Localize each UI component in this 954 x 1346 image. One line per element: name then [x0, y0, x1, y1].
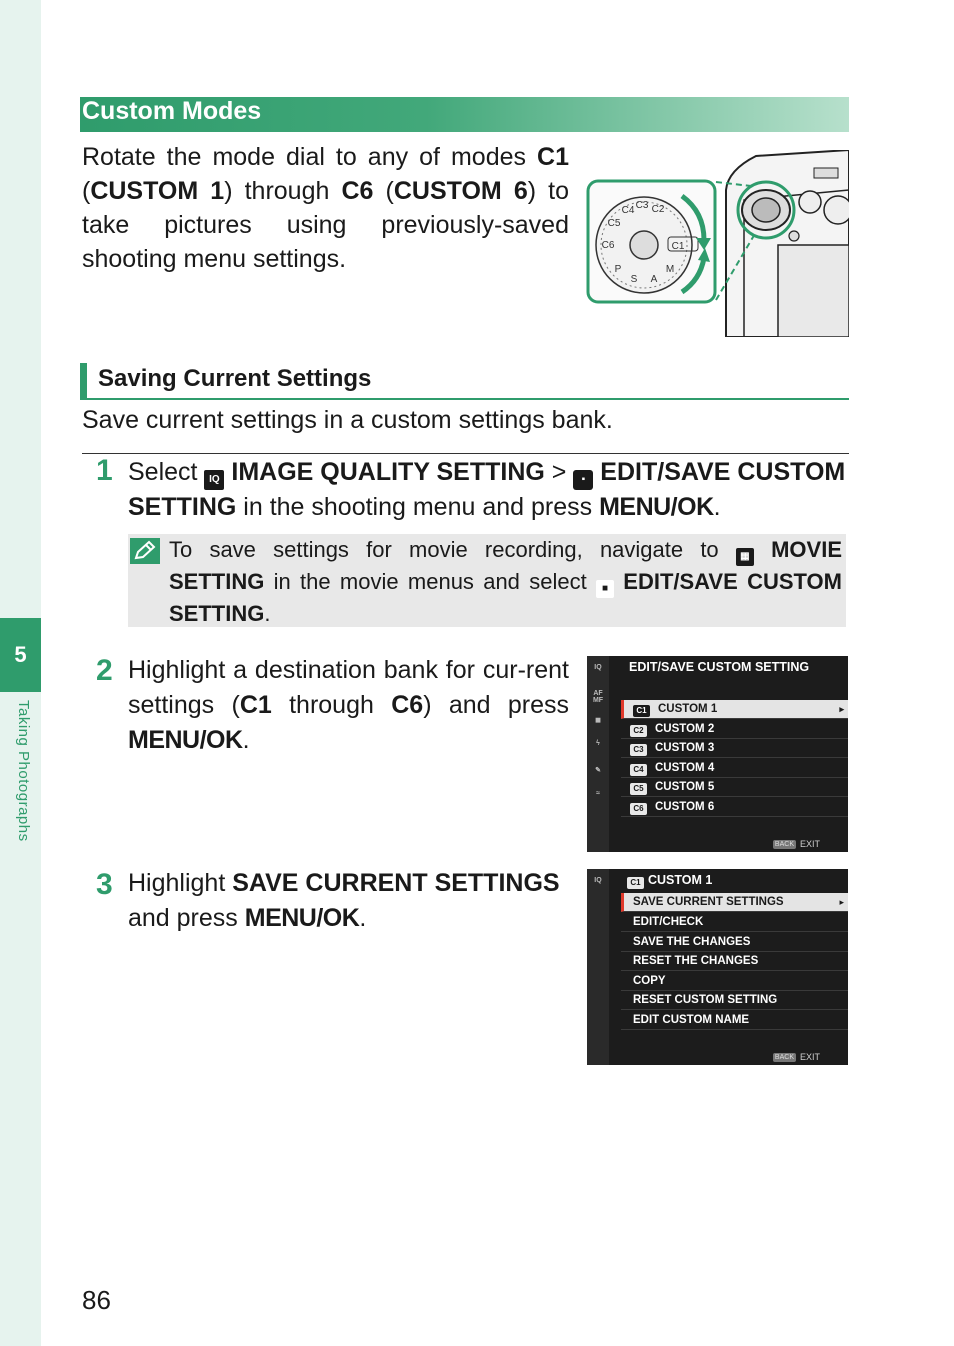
image-quality-icon: IQ: [204, 470, 224, 490]
note-text: To save settings for movie recording, navigate to ▦ MOVIE SETTING in the movie menus and select ■ EDIT/SAVE CUSTOM SETTING.: [169, 537, 843, 626]
screen-title: EDIT/SAVE CUSTOM SETTING: [629, 660, 810, 674]
menu-row-copy[interactable]: COPY: [621, 972, 848, 991]
section-header: [80, 97, 849, 132]
wrench-tab-icon[interactable]: ✎: [595, 767, 601, 774]
camera-screen-edit-save: [587, 656, 848, 852]
menu-row-edit-check[interactable]: EDIT/CHECK: [621, 913, 848, 932]
subsection-title: Saving Current Settings: [98, 365, 372, 392]
step-1-text: Select IQ IMAGE QUALITY SETTING > ▪ EDIT/SAVE CUSTOM SETTING in the shooting menu and press MENU/OK.: [128, 458, 846, 521]
iq-tab-icon[interactable]: IQ: [594, 664, 602, 671]
step-number: 2: [96, 654, 113, 687]
chapter-tab: 5: [0, 618, 41, 692]
dial-label: C1: [671, 241, 685, 252]
menu-row-custom-6[interactable]: C6 CUSTOM 6: [621, 798, 848, 817]
menu-row-save-the-changes[interactable]: SAVE THE CHANGES: [621, 933, 848, 952]
intro-paragraph: Rotate the mode dial to any of modes C1 (CUSTOM 1) through C6 (CUSTOM 6) to take pictures using previously-saved shooting menu settings.: [82, 143, 569, 273]
dial-label: C3: [635, 200, 649, 211]
note-box: [128, 534, 846, 627]
dial-label: A: [650, 274, 658, 285]
note-pencil-icon: [130, 538, 160, 564]
wireless-tab-icon[interactable]: ≈: [596, 790, 600, 797]
menu-row-custom-3[interactable]: C3 CUSTOM 3: [621, 739, 848, 758]
menu-row-custom-1[interactable]: C1 CUSTOM 1 ▸: [621, 700, 848, 719]
chapter-label: Taking Photographs: [15, 700, 32, 842]
dial-label: M: [665, 264, 675, 275]
step-number: 3: [96, 868, 113, 901]
divider: [82, 453, 849, 454]
step-2-text: Highlight a destination bank for cur-rent settings (C1 through C6) and press MENU/OK.: [128, 656, 569, 754]
movie-settings-icon: ▦: [736, 548, 754, 566]
exit-hint[interactable]: BACK EXIT: [774, 1052, 820, 1062]
dial-label: C4: [621, 205, 635, 216]
back-button-icon: BACK: [774, 1054, 794, 1061]
page-number: 86: [82, 1285, 111, 1315]
movie-camera-icon: ■: [596, 580, 614, 598]
menu-row-custom-5[interactable]: C5 CUSTOM 5: [621, 778, 848, 797]
iq-tab-icon[interactable]: IQ: [594, 877, 602, 884]
menu-row-reset-custom-setting[interactable]: RESET CUSTOM SETTING: [621, 991, 848, 1010]
menu-row-custom-2[interactable]: C2 CUSTOM 2: [621, 720, 848, 739]
menu-row-custom-4[interactable]: C4 CUSTOM 4: [621, 759, 848, 778]
subsection-description: Save current settings in a custom settings bank.: [82, 406, 613, 434]
section-title: Custom Modes: [82, 97, 262, 125]
camera-tab-icon[interactable]: ◼: [595, 717, 601, 724]
mode-dial-illustration: [586, 150, 849, 337]
menu-tab-strip: [587, 656, 609, 852]
dial-label: C6: [601, 240, 615, 251]
screen-title: C1 CUSTOM 1: [621, 873, 712, 889]
selection-arrow-icon: ▸: [839, 897, 844, 907]
flash-tab-icon[interactable]: ϟ: [596, 740, 600, 747]
dial-label: P: [614, 264, 622, 275]
step-3-text: Highlight SAVE CURRENT SETTINGS and press MENU/OK.: [128, 869, 560, 932]
dial-label: C5: [607, 218, 621, 229]
dial-label: C2: [651, 204, 665, 215]
subsection-header: [80, 363, 849, 400]
camera-icon: ▪: [573, 470, 593, 490]
camera-screen-custom-1: [587, 869, 848, 1065]
back-button-icon: BACK: [774, 841, 794, 848]
dial-label: S: [630, 274, 638, 285]
exit-hint[interactable]: BACK EXIT: [774, 839, 820, 849]
step-number: 1: [96, 454, 113, 487]
menu-row-edit-custom-name[interactable]: EDIT CUSTOM NAME: [621, 1011, 848, 1030]
menu-row-save-current-settings[interactable]: SAVE CURRENT SETTINGS: [621, 893, 848, 912]
camera-body: [726, 150, 849, 337]
menu-row-reset-the-changes[interactable]: RESET THE CHANGES: [621, 952, 848, 971]
af-mf-tab-icon[interactable]: AF MF: [592, 690, 604, 704]
menu-tab-strip: [587, 869, 609, 1065]
